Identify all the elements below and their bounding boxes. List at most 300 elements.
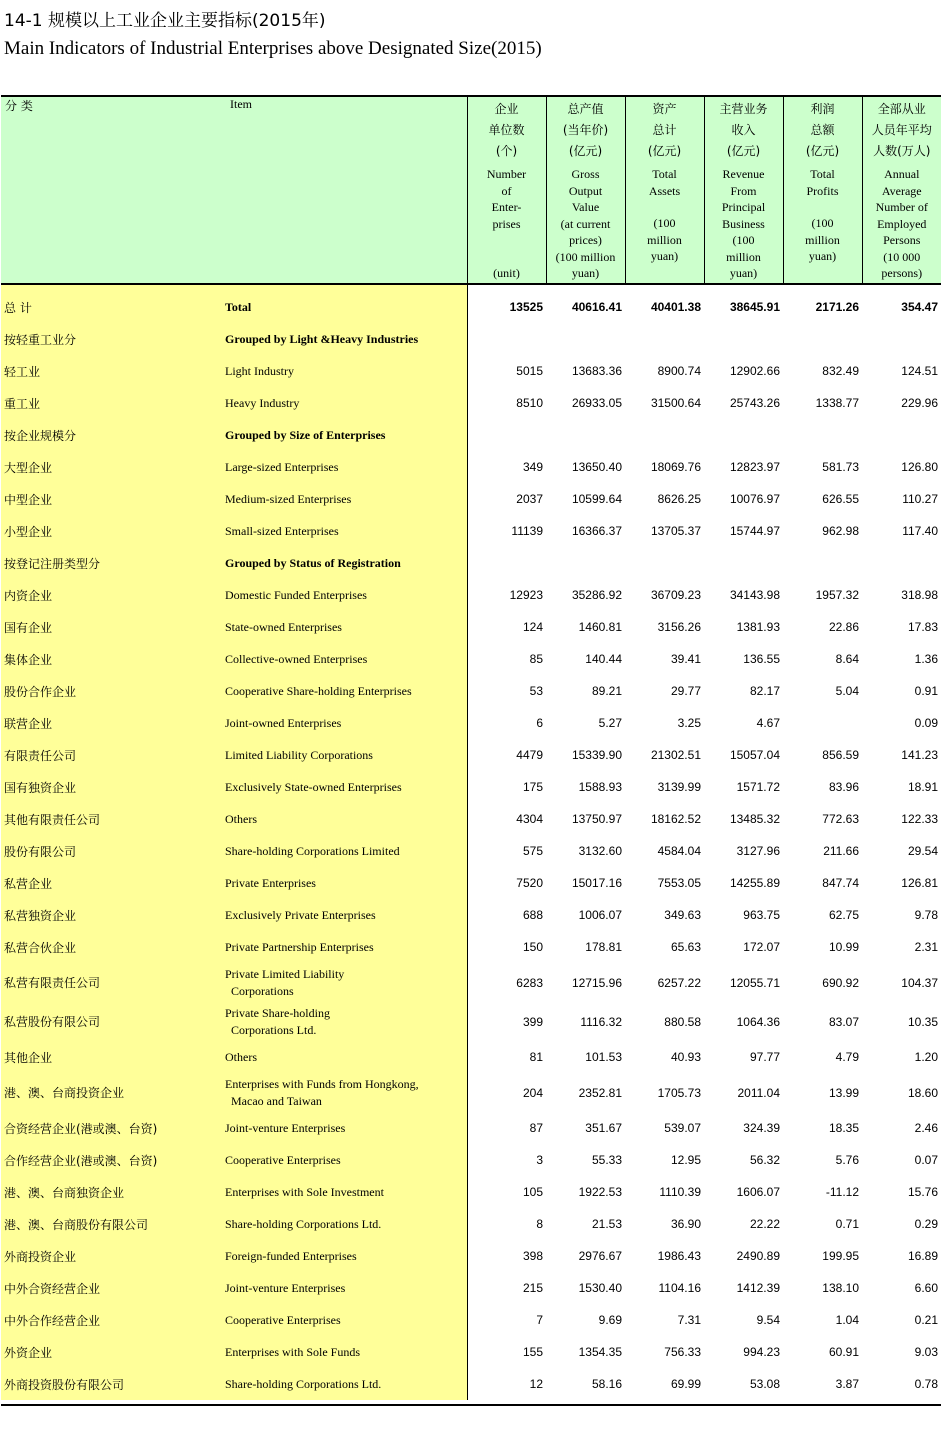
row-value: 398 <box>522 1249 543 1263</box>
table-row <box>1 867 941 899</box>
table-row <box>1 611 941 643</box>
table-title-english: Main Indicators of Industrial Enterprises above Designated Size(2015) <box>4 38 542 59</box>
row-category-cn: 按登记注册类型分 <box>1 547 225 579</box>
row-value: 69.99 <box>670 1377 701 1391</box>
row-value: 58.16 <box>591 1377 622 1391</box>
row-value: 5.27 <box>598 716 622 730</box>
row-value: 688 <box>522 908 543 922</box>
row-item-en <box>225 387 467 419</box>
row-value: 26933.05 <box>571 396 622 410</box>
row-category-cn: 国有企业 <box>1 611 225 643</box>
row-item-en <box>225 1176 467 1208</box>
row-item-en-line: Corporations Ltd. <box>231 1022 317 1037</box>
row-item-en <box>225 1240 467 1272</box>
header-unit-line: (100 <box>653 216 676 230</box>
row-item-en-line: Private Partnership Enterprises <box>225 939 374 954</box>
table-row <box>1 291 941 323</box>
row-value: 21302.51 <box>650 748 701 762</box>
row-value: 12.95 <box>670 1153 701 1167</box>
row-value: 4.67 <box>756 716 780 730</box>
row-item-en-line: Large-sized Enterprises <box>225 459 339 474</box>
row-value: 16.89 <box>907 1249 938 1263</box>
row-value: 10.99 <box>828 940 859 954</box>
row-value: 104.37 <box>901 975 938 990</box>
row-item-en <box>225 419 467 451</box>
row-item-en-line: Cooperative Enterprises <box>225 1312 341 1327</box>
row-value: 40.93 <box>670 1050 701 1064</box>
row-item-en-line: Limited Liability Corporations <box>225 747 373 762</box>
row-item-en <box>225 675 467 707</box>
table-row <box>1 899 941 931</box>
row-item-en-line: Exclusively Private Enterprises <box>225 907 376 922</box>
row-value <box>862 547 941 579</box>
row-item-en-line: Share-holding Corporations Ltd. <box>225 1376 382 1391</box>
row-item-en-line: Cooperative Share-holding Enterprises <box>225 683 412 698</box>
row-item-en <box>225 1272 467 1304</box>
row-value: 8626.25 <box>657 492 701 506</box>
row-value: 2352.81 <box>578 1085 622 1100</box>
row-item-en <box>225 1304 467 1336</box>
row-value: 1338.77 <box>815 396 859 410</box>
header-employed-persons <box>862 96 941 284</box>
row-value: 11139 <box>511 524 543 538</box>
row-category-cn: 其他企业 <box>1 1041 225 1073</box>
row-value: 0.71 <box>835 1217 859 1231</box>
table-row <box>1 643 941 675</box>
row-item-en-line: Others <box>225 1049 257 1064</box>
row-category-cn: 私营企业 <box>1 867 225 899</box>
header-cn-line: 主营业务 <box>719 102 768 116</box>
row-value: 56.32 <box>749 1153 780 1167</box>
row-value: 17.83 <box>907 620 938 634</box>
row-value: 117.40 <box>902 524 938 538</box>
table-row <box>1 1240 941 1272</box>
row-value: 13650.40 <box>571 460 622 474</box>
table-row <box>1 1176 941 1208</box>
row-value: 178.81 <box>585 940 622 954</box>
header-en-line: million <box>726 249 761 264</box>
header-unit-line: million <box>805 232 840 247</box>
row-value: 13525 <box>509 300 543 314</box>
table-row <box>1 451 941 483</box>
header-en-line: From <box>730 183 757 198</box>
row-category-cn: 总 计 <box>1 291 225 323</box>
header-en-line: Total <box>652 167 677 181</box>
row-value: 22.86 <box>828 620 859 634</box>
header-en-line: Profits <box>806 183 839 198</box>
row-item-en-line: Total <box>225 299 252 314</box>
row-value: 141.23 <box>901 748 938 762</box>
row-category-cn: 内资企业 <box>1 579 225 611</box>
row-category-cn: 外商投资企业 <box>1 1240 225 1272</box>
row-value <box>862 419 941 451</box>
row-value: 110.27 <box>902 492 938 506</box>
row-item-en-line: Private Limited Liability <box>225 966 345 981</box>
row-category-cn: 中外合作经营企业 <box>1 1304 225 1336</box>
table-row <box>1 1041 941 1073</box>
table-row <box>1 739 941 771</box>
row-item-en <box>225 547 467 579</box>
row-item-en-line: Light Industry <box>225 363 294 378</box>
row-value: 1381.93 <box>736 620 780 634</box>
header-en-line: (100 <box>732 233 755 247</box>
table-header-row <box>1 96 941 284</box>
row-value: 1116.32 <box>580 1014 622 1029</box>
table-row <box>1 963 941 1002</box>
header-unit-line: (unit) <box>493 266 520 280</box>
row-value: 29.54 <box>907 844 938 858</box>
row-category-cn: 集体企业 <box>1 643 225 675</box>
row-value: 83.96 <box>828 780 859 794</box>
row-value <box>704 419 783 451</box>
row-value: 1957.32 <box>815 588 859 602</box>
row-value: 9.03 <box>914 1345 938 1359</box>
row-item-en <box>225 1112 467 1144</box>
row-value: 82.17 <box>749 684 780 698</box>
header-cn-line: (亿元) <box>647 144 682 158</box>
header-cn-line: (亿元) <box>805 144 840 158</box>
header-cn-line: 人员年平均 <box>871 123 932 137</box>
row-value: 136.55 <box>743 652 780 666</box>
row-item-en <box>225 643 467 675</box>
row-value: 34143.98 <box>729 588 780 602</box>
header-cn-line: 人数(万人) <box>873 144 931 158</box>
row-value: 81 <box>529 1050 543 1064</box>
row-item-en-line: Collective-owned Enterprises <box>225 651 368 666</box>
row-value: 36709.23 <box>650 588 701 602</box>
row-value: 1354.35 <box>578 1345 622 1359</box>
table-row <box>1 483 941 515</box>
row-category-cn: 按企业规模分 <box>1 419 225 451</box>
header-en-line: (10 000 <box>883 249 921 264</box>
header-item: Item <box>225 96 467 284</box>
row-value: 25743.26 <box>729 396 780 410</box>
row-category-cn: 轻工业 <box>1 355 225 387</box>
row-item-en-line: Joint-venture Enterprises <box>225 1120 346 1135</box>
row-item-en <box>225 739 467 771</box>
row-item-en <box>225 867 467 899</box>
row-value: 89.21 <box>591 684 622 698</box>
row-item-en-line: Domestic Funded Enterprises <box>225 587 367 602</box>
row-item-en <box>225 355 467 387</box>
row-value: 3 <box>536 1153 543 1167</box>
row-value: 1104.16 <box>658 1281 701 1295</box>
table-body <box>1 284 941 1400</box>
row-item-en-line: Grouped by Light &Heavy Industries <box>225 331 419 346</box>
row-value: 8510 <box>516 396 543 410</box>
header-en-line: Principal <box>721 200 766 214</box>
row-value: 140.44 <box>585 652 622 666</box>
row-value: 85 <box>529 652 543 666</box>
row-item-en <box>225 1041 467 1073</box>
header-unit-line: (100 <box>811 216 834 230</box>
row-category-cn: 按轻重工业分 <box>1 323 225 355</box>
row-value: 105 <box>522 1185 543 1199</box>
row-value: 7.31 <box>677 1313 701 1327</box>
table-row <box>1 515 941 547</box>
row-value: 2976.67 <box>578 1249 622 1263</box>
row-value: 575 <box>522 844 543 858</box>
row-value: 10599.64 <box>571 492 622 506</box>
row-category-cn: 股份有限公司 <box>1 835 225 867</box>
row-value <box>546 547 625 579</box>
row-value: 3127.96 <box>736 844 780 858</box>
row-value: 581.73 <box>822 460 859 474</box>
row-value: 60.91 <box>828 1345 859 1359</box>
row-value: 7520 <box>516 876 543 890</box>
row-value: 3156.26 <box>657 620 701 634</box>
row-value: 38645.91 <box>729 300 780 314</box>
header-cn-line: 全部从业 <box>877 102 926 116</box>
row-item-en-line: Share-holding Corporations Limited <box>225 843 400 858</box>
row-item-en <box>225 483 467 515</box>
row-value: 211.66 <box>823 844 859 858</box>
row-value: 1922.53 <box>578 1185 622 1199</box>
row-value: 1.04 <box>835 1313 859 1327</box>
row-item-en <box>225 1368 467 1400</box>
row-value: 318.98 <box>901 588 938 602</box>
row-value: 5.76 <box>835 1153 859 1167</box>
row-item-en <box>225 323 467 355</box>
row-value: 2171.26 <box>815 300 859 314</box>
row-value: 215 <box>522 1281 543 1295</box>
header-gross-output <box>546 96 625 284</box>
row-item-en <box>225 579 467 611</box>
header-en-line: Gross <box>571 167 600 181</box>
row-value: 1606.07 <box>736 1185 780 1199</box>
row-value: 13750.97 <box>571 812 622 826</box>
row-value: 31500.64 <box>650 396 701 410</box>
row-value: 18.91 <box>907 780 938 794</box>
row-value <box>467 547 546 579</box>
row-value: 0.21 <box>914 1313 938 1327</box>
row-value <box>704 323 783 355</box>
row-value: 2.46 <box>914 1121 938 1135</box>
row-item-en-line: Enterprises with Sole Funds <box>225 1344 360 1359</box>
row-value: 772.63 <box>822 812 859 826</box>
header-cn-line: (亿元) <box>726 144 761 158</box>
table-bottom-rule <box>1 1404 941 1406</box>
row-value: 324.39 <box>743 1121 780 1135</box>
row-value: 155 <box>522 1345 543 1359</box>
row-value: 18162.52 <box>650 812 701 826</box>
row-value: 1705.73 <box>657 1085 701 1100</box>
row-value: 880.58 <box>664 1014 701 1029</box>
table-row <box>1 1304 941 1336</box>
row-item-en <box>225 515 467 547</box>
row-value: 15744.97 <box>729 524 780 538</box>
row-value: 1064.36 <box>736 1014 780 1029</box>
row-value: 87 <box>529 1121 543 1135</box>
row-value <box>625 323 704 355</box>
row-value: 199.95 <box>822 1249 859 1263</box>
row-value: 204 <box>522 1085 543 1100</box>
row-value: 83.07 <box>828 1014 859 1029</box>
row-item-en <box>225 611 467 643</box>
header-category: 分 类 <box>1 96 225 284</box>
table-title-chinese: 14-1 规模以上工业企业主要指标(2015年) <box>4 11 326 31</box>
row-value <box>546 419 625 451</box>
table-row <box>1 387 941 419</box>
row-value: 18.60 <box>907 1085 938 1100</box>
row-value <box>862 323 941 355</box>
row-value: 690.92 <box>822 975 859 990</box>
header-en-line: Annual <box>884 167 920 181</box>
row-item-en <box>225 931 467 963</box>
row-value: 8.64 <box>835 652 859 666</box>
row-value: 4479 <box>516 748 543 762</box>
row-value: 962.98 <box>822 524 859 538</box>
row-item-en-line: Private Enterprises <box>225 875 316 890</box>
row-value: 15.76 <box>907 1185 938 1199</box>
row-value: 29.77 <box>670 684 701 698</box>
row-value: 22.22 <box>749 1217 780 1231</box>
row-value: 2037 <box>516 492 543 506</box>
row-value: 2011.04 <box>737 1085 780 1100</box>
row-item-en-line: Corporations <box>231 983 294 998</box>
header-en-line: Number <box>486 167 527 181</box>
row-value: 12902.66 <box>729 364 780 378</box>
row-value: 101.53 <box>585 1050 622 1064</box>
header-cn-line: (个) <box>495 144 518 158</box>
row-item-en-line: Share-holding Corporations Ltd. <box>225 1216 382 1231</box>
row-value: 14255.89 <box>729 876 780 890</box>
row-category-cn: 私营合伙企业 <box>1 931 225 963</box>
row-value: 55.33 <box>591 1153 622 1167</box>
row-value: 2.31 <box>914 940 938 954</box>
row-value: 847.74 <box>822 876 859 890</box>
table-row <box>1 707 941 739</box>
row-value: 1460.81 <box>578 620 622 634</box>
row-value: 36.90 <box>670 1217 701 1231</box>
row-value: 3.25 <box>677 716 701 730</box>
table-row <box>1 547 941 579</box>
row-value: 1412.39 <box>736 1281 780 1295</box>
row-value: 15057.04 <box>729 748 780 762</box>
row-value: 3.87 <box>835 1377 859 1391</box>
header-cn-line: 利润 <box>810 102 835 116</box>
row-value: 9.78 <box>914 908 938 922</box>
header-cn-line: 总产值 <box>567 102 604 116</box>
header-cn-line: (亿元) <box>568 144 603 158</box>
row-category-cn: 合作经营企业(港或澳、台资) <box>1 1144 225 1176</box>
row-item-en <box>225 451 467 483</box>
header-en-line: Average <box>881 183 922 198</box>
row-item-en <box>225 1073 467 1112</box>
row-value: 12 <box>529 1377 543 1391</box>
row-value: 1986.43 <box>657 1249 701 1263</box>
row-value: 65.63 <box>670 940 701 954</box>
row-value: 18069.76 <box>650 460 701 474</box>
row-category-cn: 中外合资经营企业 <box>1 1272 225 1304</box>
row-value: 351.67 <box>585 1121 622 1135</box>
row-item-en-line: Grouped by Status of Registration <box>225 555 401 570</box>
row-value: 0.07 <box>914 1153 938 1167</box>
table-row <box>1 1112 941 1144</box>
table-row <box>1 1002 941 1041</box>
row-item-en-line: Exclusively State-owned Enterprises <box>225 779 402 794</box>
row-value: 1571.72 <box>736 780 780 794</box>
header-cn-line: 收入 <box>731 123 756 137</box>
row-value: 12923 <box>509 588 543 602</box>
header-cn-line: 企业 <box>494 102 519 116</box>
indicators-table <box>1 95 941 1400</box>
row-value: 349.63 <box>664 908 701 922</box>
table-row <box>1 323 941 355</box>
row-category-cn: 外商投资股份有限公司 <box>1 1368 225 1400</box>
row-category-cn: 私营有限责任公司 <box>1 963 225 1002</box>
row-item-en-line: Private Share-holding <box>225 1005 330 1020</box>
row-value: 40616.41 <box>571 300 622 314</box>
row-category-cn: 其他有限责任公司 <box>1 803 225 835</box>
row-value <box>783 707 862 739</box>
header-en-line: (at current <box>560 216 611 231</box>
table-row <box>1 1144 941 1176</box>
row-category-cn: 小型企业 <box>1 515 225 547</box>
row-value: 18.35 <box>828 1121 859 1135</box>
row-item-en <box>225 291 467 323</box>
row-value: 13683.36 <box>571 364 622 378</box>
table-row <box>1 675 941 707</box>
header-en-line: Persons <box>883 233 921 247</box>
header-en-line: Business <box>722 216 765 231</box>
header-en-line: prices) <box>569 233 602 247</box>
row-value: 12715.96 <box>571 975 622 990</box>
header-en-line: Total <box>810 167 835 181</box>
header-unit-line: yuan) <box>650 249 679 263</box>
row-value: 2490.89 <box>736 1249 780 1263</box>
row-item-en-line: Enterprises with Sole Investment <box>225 1184 384 1199</box>
row-category-cn: 股份合作企业 <box>1 675 225 707</box>
row-value: 7 <box>536 1313 543 1327</box>
header-en-line: Enter- <box>491 200 522 214</box>
row-value: 138.10 <box>822 1281 859 1295</box>
row-value: 1110.39 <box>659 1185 701 1199</box>
row-value: 16366.37 <box>571 524 622 538</box>
table-row <box>1 835 941 867</box>
row-value: 5015 <box>516 364 543 378</box>
table-row <box>1 803 941 835</box>
table-row <box>1 1336 941 1368</box>
row-item-en-line: Others <box>225 811 257 826</box>
row-value: 124 <box>522 620 543 634</box>
row-value: 53 <box>529 684 543 698</box>
row-value: 172.07 <box>743 940 780 954</box>
row-value: 994.23 <box>743 1345 780 1359</box>
row-value: 1588.93 <box>578 780 622 794</box>
header-total-assets <box>625 96 704 284</box>
header-cn-line: (当年价) <box>562 123 609 137</box>
row-value: 4584.04 <box>657 844 701 858</box>
row-value <box>467 419 546 451</box>
table-row <box>1 579 941 611</box>
row-category-cn: 大型企业 <box>1 451 225 483</box>
row-value: 4.79 <box>835 1050 859 1064</box>
row-item-en <box>225 1208 467 1240</box>
row-value: 10.35 <box>907 1014 938 1029</box>
row-value: 35286.92 <box>571 588 622 602</box>
header-unit-line: million <box>647 232 682 247</box>
row-value: 13485.32 <box>729 812 780 826</box>
row-value <box>546 323 625 355</box>
row-category-cn: 有限责任公司 <box>1 739 225 771</box>
table-row <box>1 1272 941 1304</box>
row-value: 15017.16 <box>571 876 622 890</box>
row-item-en-line: Macao and Taiwan <box>231 1093 322 1108</box>
row-value: 1006.07 <box>578 908 622 922</box>
row-item-en <box>225 899 467 931</box>
row-category-cn: 联营企业 <box>1 707 225 739</box>
